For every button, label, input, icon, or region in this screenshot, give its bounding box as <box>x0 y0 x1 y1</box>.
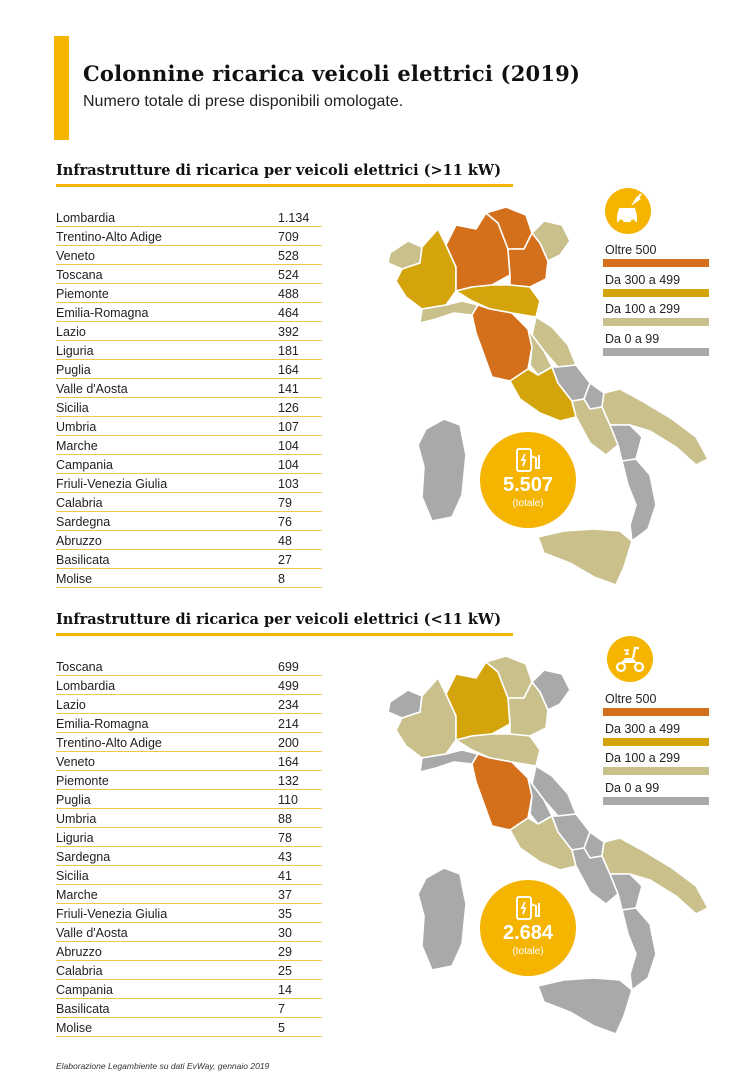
table-row <box>56 790 322 809</box>
region-value: 103 <box>278 477 299 491</box>
region-name: Abruzzo <box>56 945 102 959</box>
data-table-slow <box>56 657 322 1037</box>
region-value: 1.134 <box>278 211 310 225</box>
legend-swatch <box>603 797 709 805</box>
region-name: Sicilia <box>56 401 89 415</box>
legend-label: Da 100 a 299 <box>605 302 681 316</box>
region-value: 104 <box>278 458 299 472</box>
region-name: Liguria <box>56 344 94 358</box>
region-value: 78 <box>278 831 292 845</box>
region-name: Piemonte <box>56 774 109 788</box>
region-name: Friuli-Venezia Giulia <box>56 907 168 921</box>
region-value: 88 <box>278 812 292 826</box>
region-value: 709 <box>278 230 299 244</box>
region-name: Emilia-Romagna <box>56 306 149 320</box>
table-row <box>56 569 322 588</box>
region-value: 164 <box>278 363 299 377</box>
region-value: 48 <box>278 534 292 548</box>
region-value: 41 <box>278 869 292 883</box>
legend-label: Da 0 a 99 <box>605 780 660 795</box>
legend-swatch <box>603 738 709 746</box>
total-circle-slow <box>480 880 576 976</box>
legend-label: Oltre 500 <box>605 243 657 257</box>
region-value: 7 <box>278 1002 285 1016</box>
region-name: Sicilia <box>56 869 89 883</box>
region-name: Puglia <box>56 793 91 807</box>
legend-item <box>603 751 709 781</box>
region-value: 181 <box>278 344 299 358</box>
table-row <box>56 999 322 1018</box>
region-name: Veneto <box>56 249 95 263</box>
region-value: 27 <box>278 553 292 567</box>
section-title: Infrastrutture di ricarica per veicoli elettrici (>11 kW) <box>56 162 502 179</box>
total-circle-fast <box>480 432 576 528</box>
section-rule <box>56 633 513 636</box>
region-value: 107 <box>278 420 299 434</box>
table-row <box>56 980 322 999</box>
region-name: Sardegna <box>56 515 111 529</box>
legend-label: Da 300 a 499 <box>605 721 681 736</box>
region-value: 488 <box>278 287 299 301</box>
table-row <box>56 512 322 531</box>
legend-fast <box>603 243 709 361</box>
table-row <box>56 923 322 942</box>
total-label: (totale) <box>512 946 544 957</box>
table-row <box>56 341 322 360</box>
legend-label: Da 300 a 499 <box>605 272 681 287</box>
legend-item <box>603 302 709 332</box>
region-name: Marche <box>56 439 98 453</box>
region-value: 499 <box>278 679 299 693</box>
table-row <box>56 208 322 227</box>
region-piemonte <box>396 229 456 309</box>
table-row <box>56 885 322 904</box>
region-name: Trentino-Alto Adige <box>56 736 162 750</box>
region-name: Campania <box>56 983 113 997</box>
table-row <box>56 398 322 417</box>
region-value: 43 <box>278 850 292 864</box>
fuel-pump-icon <box>513 894 543 924</box>
page-title: Colonnine ricarica veicoli elettrici (2019) <box>83 61 581 86</box>
table-row <box>56 474 322 493</box>
legend-swatch <box>603 767 709 775</box>
region-value: 392 <box>278 325 299 339</box>
legend-slow <box>603 692 709 810</box>
scooter-icon <box>607 636 653 682</box>
fuel-pump-icon <box>513 446 543 476</box>
region-value: 524 <box>278 268 299 282</box>
region-value: 76 <box>278 515 292 529</box>
table-row <box>56 436 322 455</box>
region-name: Lombardia <box>56 679 116 693</box>
region-name: Toscana <box>56 660 103 674</box>
region-name: Toscana <box>56 268 103 282</box>
accent-bar <box>54 36 69 140</box>
table-row <box>56 417 322 436</box>
table-row <box>56 676 322 695</box>
legend-item <box>603 332 709 362</box>
legend-swatch <box>603 708 709 716</box>
region-name: Campania <box>56 458 113 472</box>
region-name: Basilicata <box>56 553 110 567</box>
region-calabria <box>622 459 656 541</box>
region-name: Calabria <box>56 496 103 510</box>
source-note: Elaborazione Legambiente su dati EvWay, gennaio 2019 <box>56 1061 270 1071</box>
table-row <box>56 379 322 398</box>
region-toscana <box>472 305 532 381</box>
table-row <box>56 493 322 512</box>
region-name: Friuli-Venezia Giulia <box>56 477 168 491</box>
table-row <box>56 227 322 246</box>
page-subtitle: Numero totale di prese disponibili omologate. <box>83 93 404 110</box>
region-value: 200 <box>278 736 299 750</box>
region-sicilia <box>538 529 632 585</box>
table-row <box>56 1018 322 1037</box>
region-value: 699 <box>278 660 299 674</box>
region-sardegna <box>418 868 466 970</box>
region-name: Piemonte <box>56 287 109 301</box>
table-row <box>56 695 322 714</box>
car-charging-icon <box>605 188 651 234</box>
legend-swatch <box>603 318 709 326</box>
legend-swatch <box>603 289 709 297</box>
region-name: Puglia <box>56 363 91 377</box>
region-value: 8 <box>278 572 285 586</box>
table-row <box>56 550 322 569</box>
region-name: Emilia-Romagna <box>56 717 149 731</box>
region-value: 132 <box>278 774 299 788</box>
region-value: 30 <box>278 926 292 940</box>
legend-label: Da 100 a 299 <box>605 751 681 765</box>
region-value: 79 <box>278 496 292 510</box>
region-value: 214 <box>278 717 299 731</box>
region-sicilia <box>538 978 632 1034</box>
region-value: 464 <box>278 306 299 320</box>
legend-item <box>603 722 709 752</box>
table-row <box>56 771 322 790</box>
region-value: 37 <box>278 888 292 902</box>
region-value: 234 <box>278 698 299 712</box>
region-name: Lazio <box>56 698 86 712</box>
table-row <box>56 714 322 733</box>
region-name: Basilicata <box>56 1002 110 1016</box>
table-row <box>56 904 322 923</box>
data-table-fast <box>56 208 322 588</box>
table-row <box>56 303 322 322</box>
region-value: 141 <box>278 382 299 396</box>
region-name: Molise <box>56 1021 93 1035</box>
legend-item <box>603 243 709 273</box>
region-value: 29 <box>278 945 292 959</box>
region-name: Valle d'Aosta <box>56 926 128 940</box>
region-calabria <box>622 908 656 990</box>
region-name: Abruzzo <box>56 534 102 548</box>
region-name: Molise <box>56 572 93 586</box>
region-value: 14 <box>278 983 292 997</box>
table-row <box>56 752 322 771</box>
section-title: Infrastrutture di ricarica per veicoli elettrici (<11 kW) <box>56 611 502 628</box>
legend-swatch <box>603 259 709 267</box>
legend-label: Oltre 500 <box>605 692 657 706</box>
region-name: Liguria <box>56 831 94 845</box>
region-name: Sardegna <box>56 850 111 864</box>
region-value: 5 <box>278 1021 285 1035</box>
region-value: 164 <box>278 755 299 769</box>
table-row <box>56 828 322 847</box>
table-row <box>56 284 322 303</box>
table-row <box>56 961 322 980</box>
table-row <box>56 265 322 284</box>
region-name: Umbria <box>56 420 97 434</box>
region-name: Umbria <box>56 812 97 826</box>
region-value: 126 <box>278 401 299 415</box>
region-value: 25 <box>278 964 292 978</box>
region-toscana <box>472 754 532 830</box>
region-value: 110 <box>278 793 298 807</box>
table-row <box>56 733 322 752</box>
region-value: 104 <box>278 439 299 453</box>
region-name: Veneto <box>56 755 95 769</box>
total-value: 5.507 <box>502 474 554 496</box>
table-row <box>56 809 322 828</box>
table-row <box>56 531 322 550</box>
section-rule <box>56 184 513 187</box>
table-row <box>56 455 322 474</box>
legend-item <box>603 692 709 722</box>
region-value: 35 <box>278 907 292 921</box>
legend-label: Da 0 a 99 <box>605 331 660 346</box>
total-value: 2.684 <box>502 922 554 944</box>
table-row <box>56 847 322 866</box>
legend-item <box>603 781 709 811</box>
region-value: 528 <box>278 249 299 263</box>
table-row <box>56 657 322 676</box>
legend-swatch <box>603 348 709 356</box>
table-row <box>56 360 322 379</box>
region-name: Valle d'Aosta <box>56 382 128 396</box>
region-name: Lazio <box>56 325 86 339</box>
region-piemonte <box>396 678 456 758</box>
legend-item <box>603 273 709 303</box>
table-row <box>56 322 322 341</box>
table-row <box>56 942 322 961</box>
table-row <box>56 246 322 265</box>
region-name: Calabria <box>56 964 103 978</box>
total-label: (totale) <box>512 498 544 509</box>
region-name: Trentino-Alto Adige <box>56 230 162 244</box>
table-row <box>56 866 322 885</box>
region-name: Marche <box>56 888 98 902</box>
region-name: Lombardia <box>56 211 116 225</box>
region-sardegna <box>418 419 466 521</box>
